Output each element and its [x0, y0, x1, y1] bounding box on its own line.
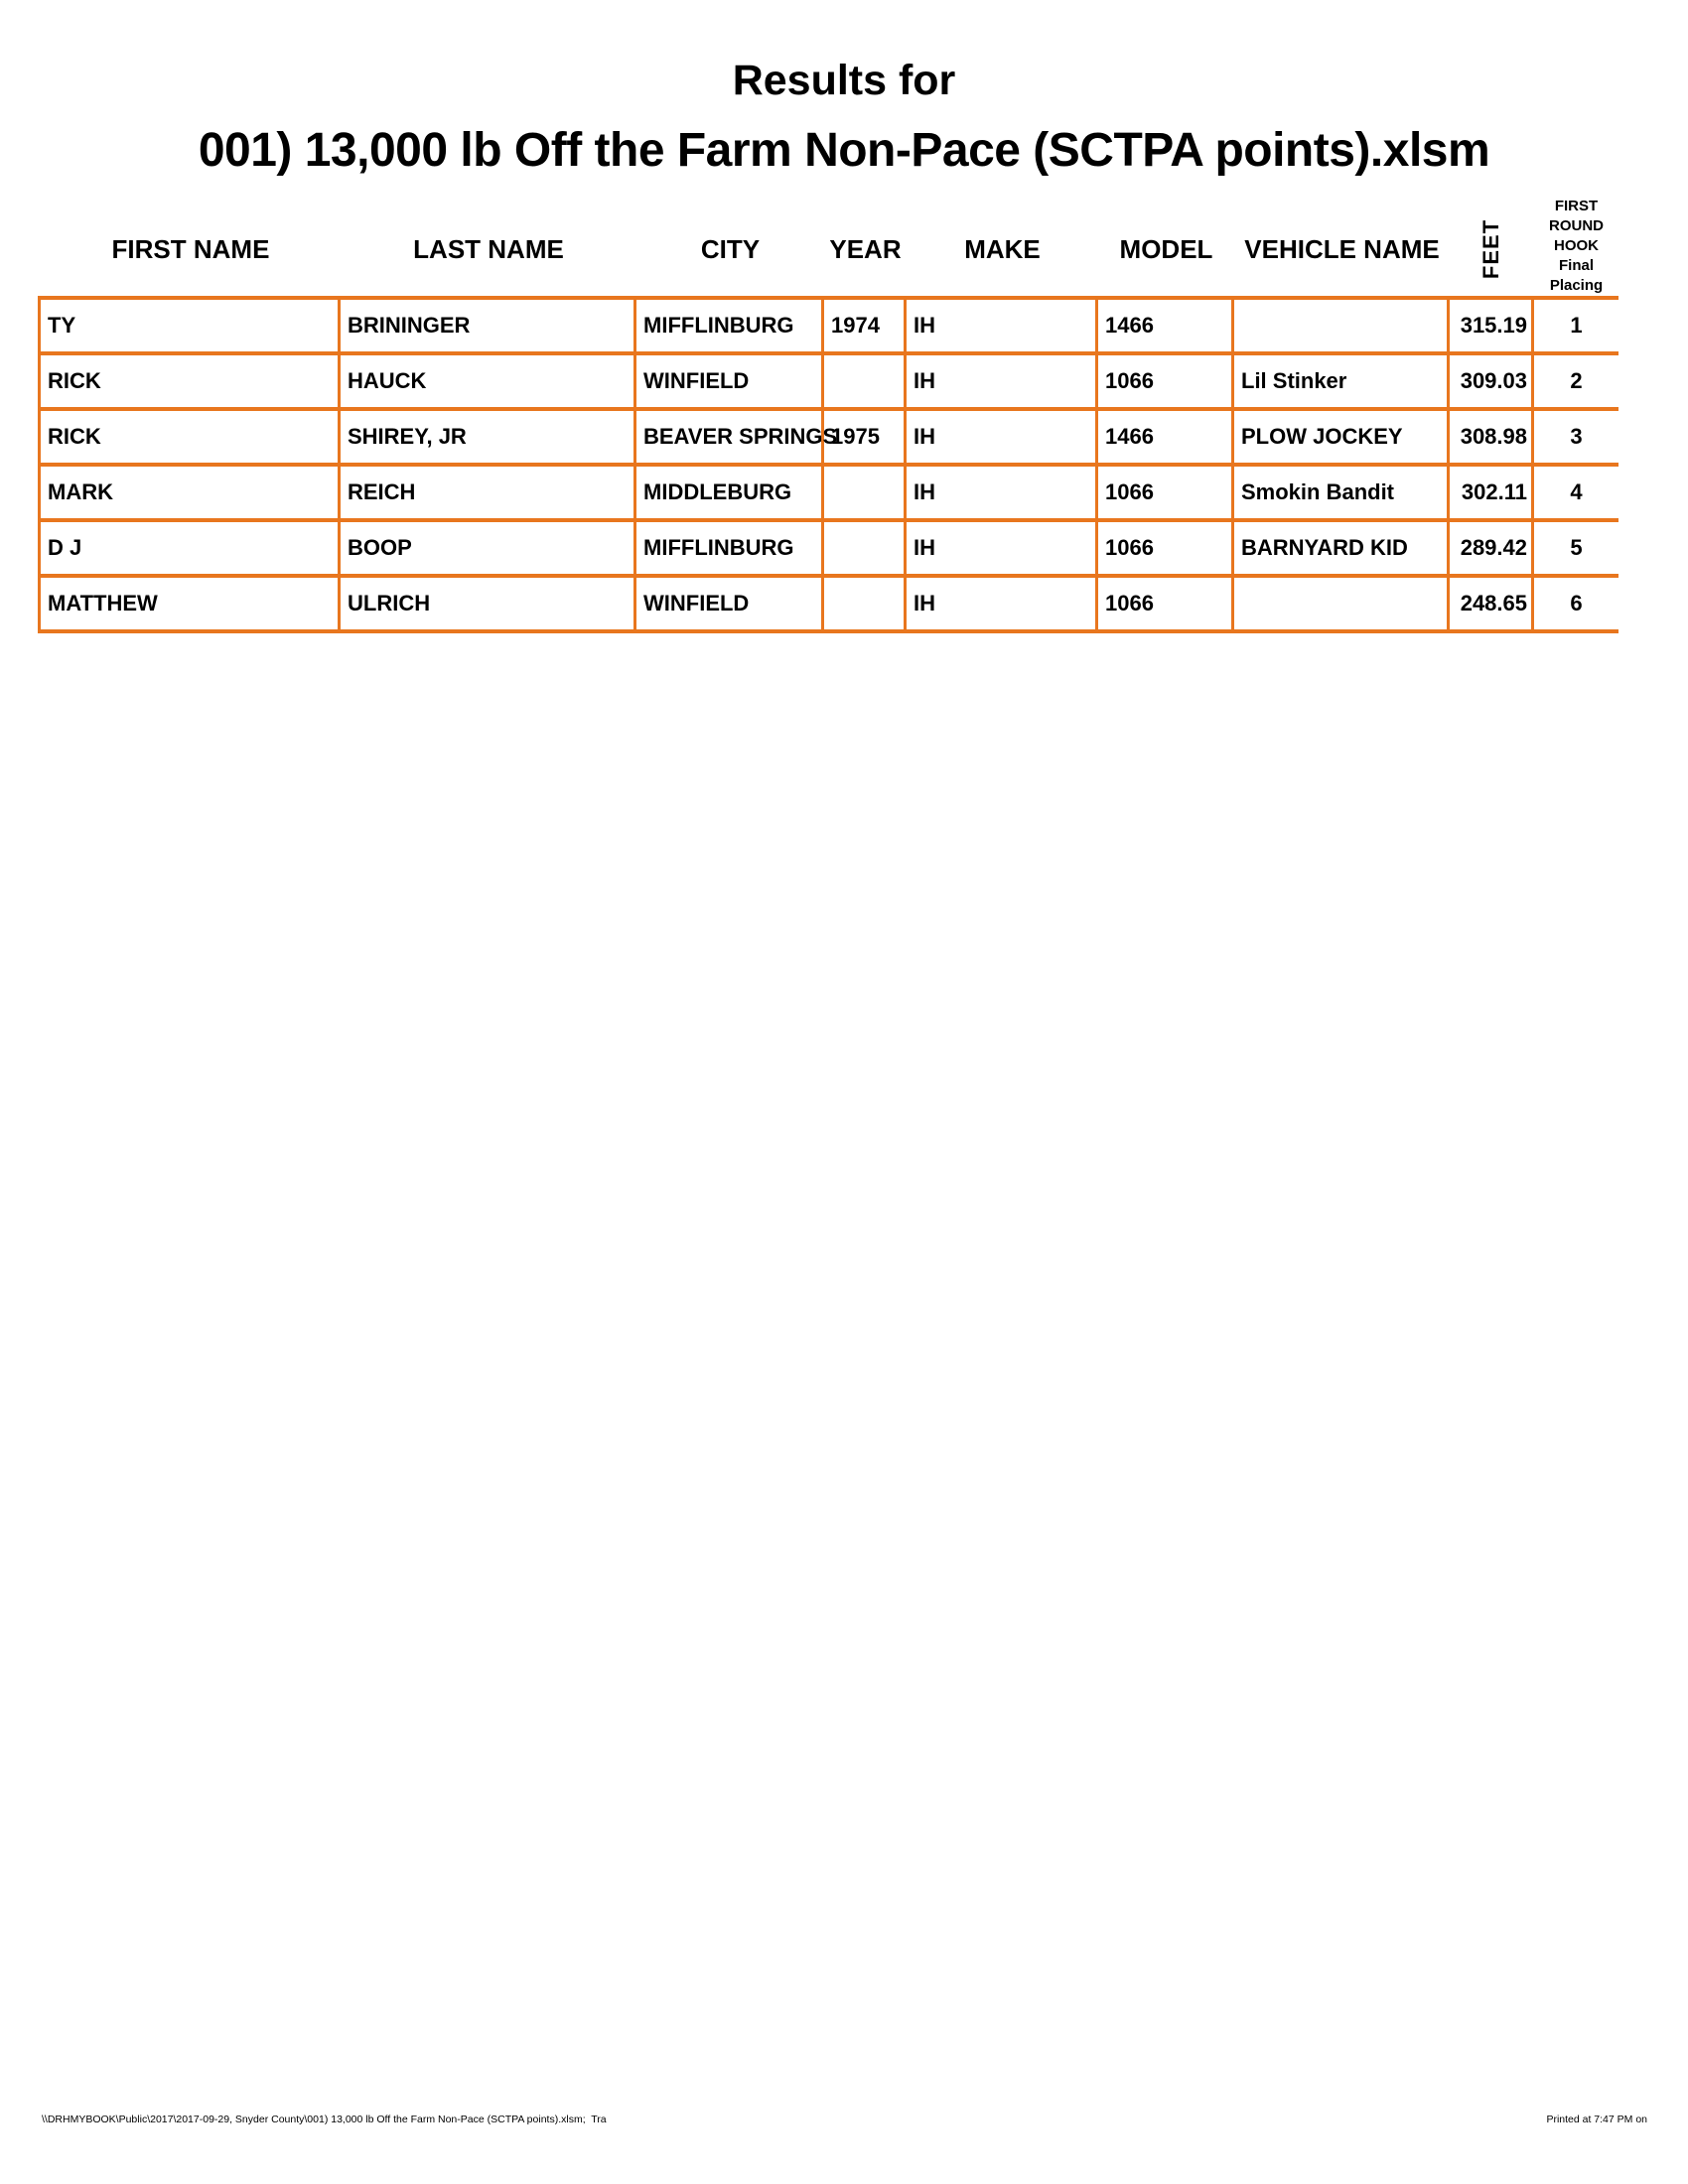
placing-header-line-first: FIRST: [1554, 198, 1599, 214]
cell-make: [907, 355, 1098, 411]
cell-text: 315.19: [1460, 313, 1527, 338]
cell-text: 1066: [1105, 591, 1154, 615]
cell-text: IH: [914, 535, 935, 560]
cell-placing: [1534, 355, 1618, 411]
page-title-filename: 001) 13,000 lb Off the Farm Non-Pace (SCTPA points).xlsm: [198, 124, 1490, 177]
cell-city: [636, 522, 824, 578]
cell-text: 5: [1570, 535, 1583, 560]
results-table: [38, 296, 1618, 633]
column-header-feet-label: FEET: [1478, 218, 1504, 280]
cell-model: [1098, 522, 1234, 578]
table-header-row: [41, 192, 1618, 296]
cell-text: 309.03: [1460, 368, 1527, 393]
cell-text: BARNYARD KID: [1241, 535, 1408, 560]
cell-first-name: [41, 578, 341, 633]
cell-text: MIDDLEBURG: [643, 479, 792, 504]
cell-text: RICK: [48, 424, 101, 449]
cell-year: [824, 522, 907, 578]
cell-placing: [1534, 467, 1618, 522]
cell-last-name: [341, 522, 636, 578]
cell-feet: [1450, 467, 1534, 522]
cell-text: HAUCK: [348, 368, 427, 393]
cell-city: [636, 467, 824, 522]
placing-header-line-placing: Placing: [1549, 277, 1604, 294]
cell-text: 4: [1570, 479, 1583, 504]
footer-file-path: \\DRHMYBOOK\Public\2017\2017-09-29, Snyder County\001) 13,000 lb Off the Farm Non-Pace (SCTPA points).xlsm; Tra: [42, 2114, 607, 2125]
cell-feet: [1450, 522, 1534, 578]
cell-vehicle-name: [1234, 522, 1450, 578]
column-header-first-name: FIRST NAME: [111, 233, 270, 264]
cell-placing: [1534, 578, 1618, 633]
cell-text: SHIREY, JR: [348, 424, 467, 449]
cell-vehicle-name: [1234, 578, 1450, 633]
cell-city: [636, 355, 824, 411]
cell-first-name: [41, 467, 341, 522]
cell-first-name: [41, 355, 341, 411]
cell-city: [636, 300, 824, 355]
cell-text: 3: [1570, 424, 1583, 449]
cell-text: WINFIELD: [643, 591, 750, 615]
cell-first-name: [41, 522, 341, 578]
cell-year: [824, 467, 907, 522]
cell-model: [1098, 355, 1234, 411]
cell-placing: [1534, 411, 1618, 467]
cell-text: 1974: [831, 313, 880, 338]
cell-placing: [1534, 300, 1618, 355]
placing-header-line-final: Final: [1558, 257, 1594, 274]
cell-feet: [1450, 300, 1534, 355]
cell-city: [636, 411, 838, 467]
column-header-year: YEAR: [829, 233, 902, 264]
cell-text: BEAVER SPRINGS: [643, 424, 838, 449]
column-header-make: MAKE: [964, 233, 1041, 264]
page-title-results-for: Results for: [732, 57, 956, 104]
cell-text: 308.98: [1460, 424, 1527, 449]
cell-feet: [1450, 355, 1534, 411]
cell-first-name: [41, 411, 341, 467]
cell-text: D J: [48, 535, 82, 560]
cell-text: TY: [48, 313, 76, 338]
column-header-vehicle-name: VEHICLE NAME: [1244, 233, 1440, 264]
cell-year: [824, 578, 907, 633]
column-header-city: CITY: [700, 233, 761, 264]
column-header-model: MODEL: [1119, 233, 1213, 264]
cell-text: IH: [914, 591, 935, 615]
cell-text: IH: [914, 424, 935, 449]
cell-text: MIFFLINBURG: [643, 535, 794, 560]
column-header-feet-rotated: [1450, 192, 1534, 296]
placing-header-line-round: ROUND: [1549, 217, 1604, 234]
cell-make: [907, 300, 1098, 355]
cell-text: BOOP: [348, 535, 412, 560]
cell-make: [907, 467, 1098, 522]
cell-text: 248.65: [1460, 591, 1527, 615]
cell-feet: [1450, 578, 1534, 633]
cell-text: 1: [1570, 313, 1583, 338]
cell-last-name: [341, 411, 636, 467]
cell-vehicle-name: [1234, 300, 1450, 355]
cell-text: 6: [1570, 591, 1583, 615]
cell-text: MARK: [48, 479, 113, 504]
cell-text: IH: [914, 313, 935, 338]
cell-text: Smokin Bandit: [1241, 479, 1395, 504]
cell-text: MIFFLINBURG: [643, 313, 794, 338]
cell-city: [636, 578, 824, 633]
cell-text: 1975: [831, 424, 880, 449]
cell-vehicle-name: [1234, 355, 1450, 411]
cell-year: [824, 355, 907, 411]
cell-last-name: [341, 300, 636, 355]
cell-make: [907, 578, 1098, 633]
cell-model: [1098, 578, 1234, 633]
cell-last-name: [341, 467, 636, 522]
cell-text: 1466: [1105, 313, 1154, 338]
column-header-first-round-hook-final-placing: [1534, 192, 1618, 296]
cell-last-name: [341, 355, 636, 411]
cell-first-name: [41, 300, 341, 355]
cell-text: BRININGER: [348, 313, 471, 338]
cell-make: [907, 522, 1098, 578]
cell-placing: [1534, 522, 1618, 578]
cell-feet: [1450, 411, 1534, 467]
cell-text: 302.11: [1461, 479, 1527, 504]
cell-text: ULRICH: [348, 591, 431, 615]
cell-text: WINFIELD: [643, 368, 750, 393]
cell-model: [1098, 467, 1234, 522]
column-header-last-name: LAST NAME: [413, 233, 564, 264]
cell-text: REICH: [348, 479, 416, 504]
cell-text: 2: [1570, 368, 1583, 393]
cell-text: MATTHEW: [48, 591, 158, 615]
cell-text: IH: [914, 479, 935, 504]
cell-text: RICK: [48, 368, 101, 393]
cell-text: 1066: [1105, 368, 1154, 393]
cell-vehicle-name: [1234, 411, 1450, 467]
cell-text: 1466: [1105, 424, 1154, 449]
cell-text: Lil Stinker: [1241, 368, 1347, 393]
cell-text: IH: [914, 368, 935, 393]
cell-model: [1098, 411, 1234, 467]
cell-text: 1066: [1105, 535, 1154, 560]
cell-model: [1098, 300, 1234, 355]
cell-make: [907, 411, 1098, 467]
cell-text: 1066: [1105, 479, 1154, 504]
cell-year: [824, 411, 907, 467]
cell-last-name: [341, 578, 636, 633]
cell-text: PLOW JOCKEY: [1241, 424, 1403, 449]
cell-year: [824, 300, 907, 355]
footer-printed-at: Printed at 7:47 PM on: [1546, 2114, 1647, 2125]
cell-vehicle-name: [1234, 467, 1450, 522]
cell-text: 289.42: [1460, 535, 1527, 560]
placing-header-line-hook: HOOK: [1554, 237, 1599, 254]
